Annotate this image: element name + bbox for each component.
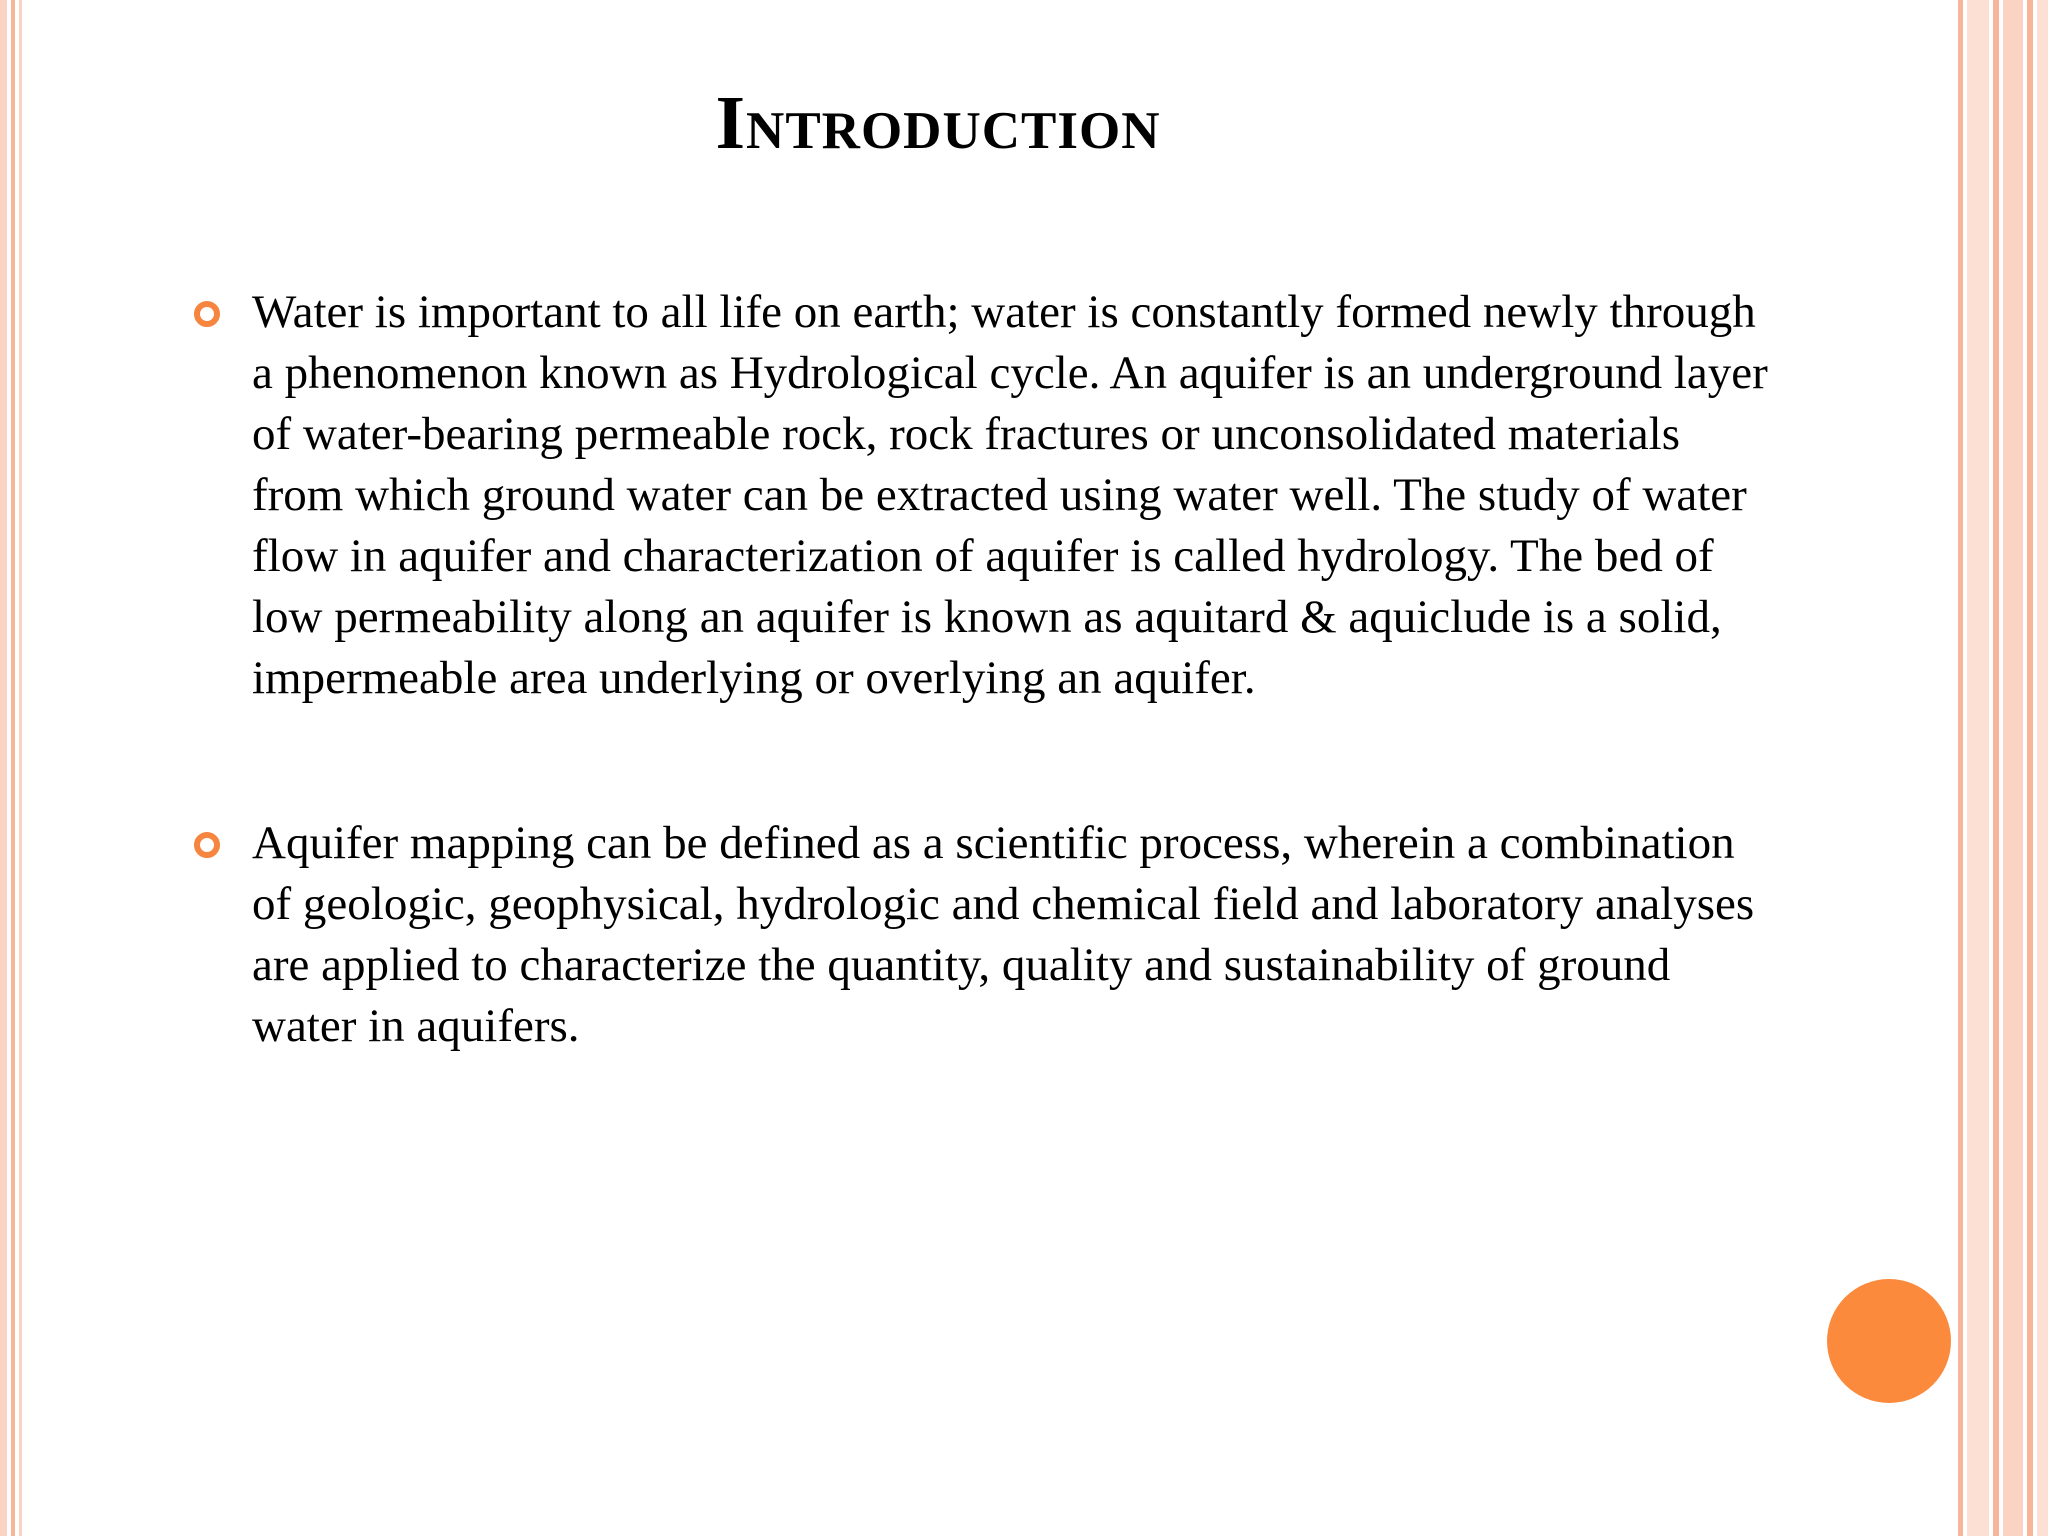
bullet-item (190, 813, 1770, 1057)
bullet-list (190, 282, 1770, 1057)
left-border-stripe (11, 0, 15, 1536)
right-decorative-border (1958, 0, 2048, 1536)
left-border-stripe (19, 0, 22, 1536)
left-border-stripe (0, 0, 7, 1536)
right-border-stripe (1993, 0, 1999, 1536)
bullet-text: Aquifer mapping can be defined as a scientific process, wherein a combination of geologic, geophysical, hydrologic and chemical field and laboratory analyses are applied to characterize the quantity, quality and sustainability of ground water in aquifers. (252, 817, 1755, 1052)
right-border-stripe (2027, 0, 2033, 1536)
right-border-stripe (2037, 0, 2048, 1536)
right-border-stripe (1958, 0, 1963, 1536)
right-border-stripe (2003, 0, 2023, 1536)
ring-bullet-icon (194, 301, 220, 327)
right-border-stripe (1967, 0, 1989, 1536)
slide-title: Introduction (715, 81, 1161, 165)
left-decorative-border (0, 0, 26, 1536)
orange-circle-icon (1827, 1279, 1951, 1403)
bullet-text: Water is important to all life on earth; water is constantly formed newly through a phenomenon known as Hydrological cycle. An aquifer is an underground layer of water-bearing permeable rock, rock fractures or unconsolidated materials from which ground water can be extracted using water well. The study of water flow in aquifer and characterization of aquifer is called hydrology. The bed of low permeability along an aquifer is known as aquitard & aquiclude is a solid, impermeable area underlying or overlying an aquifer. (252, 286, 1768, 704)
ring-bullet-icon (194, 832, 220, 858)
bullet-item (190, 282, 1770, 709)
